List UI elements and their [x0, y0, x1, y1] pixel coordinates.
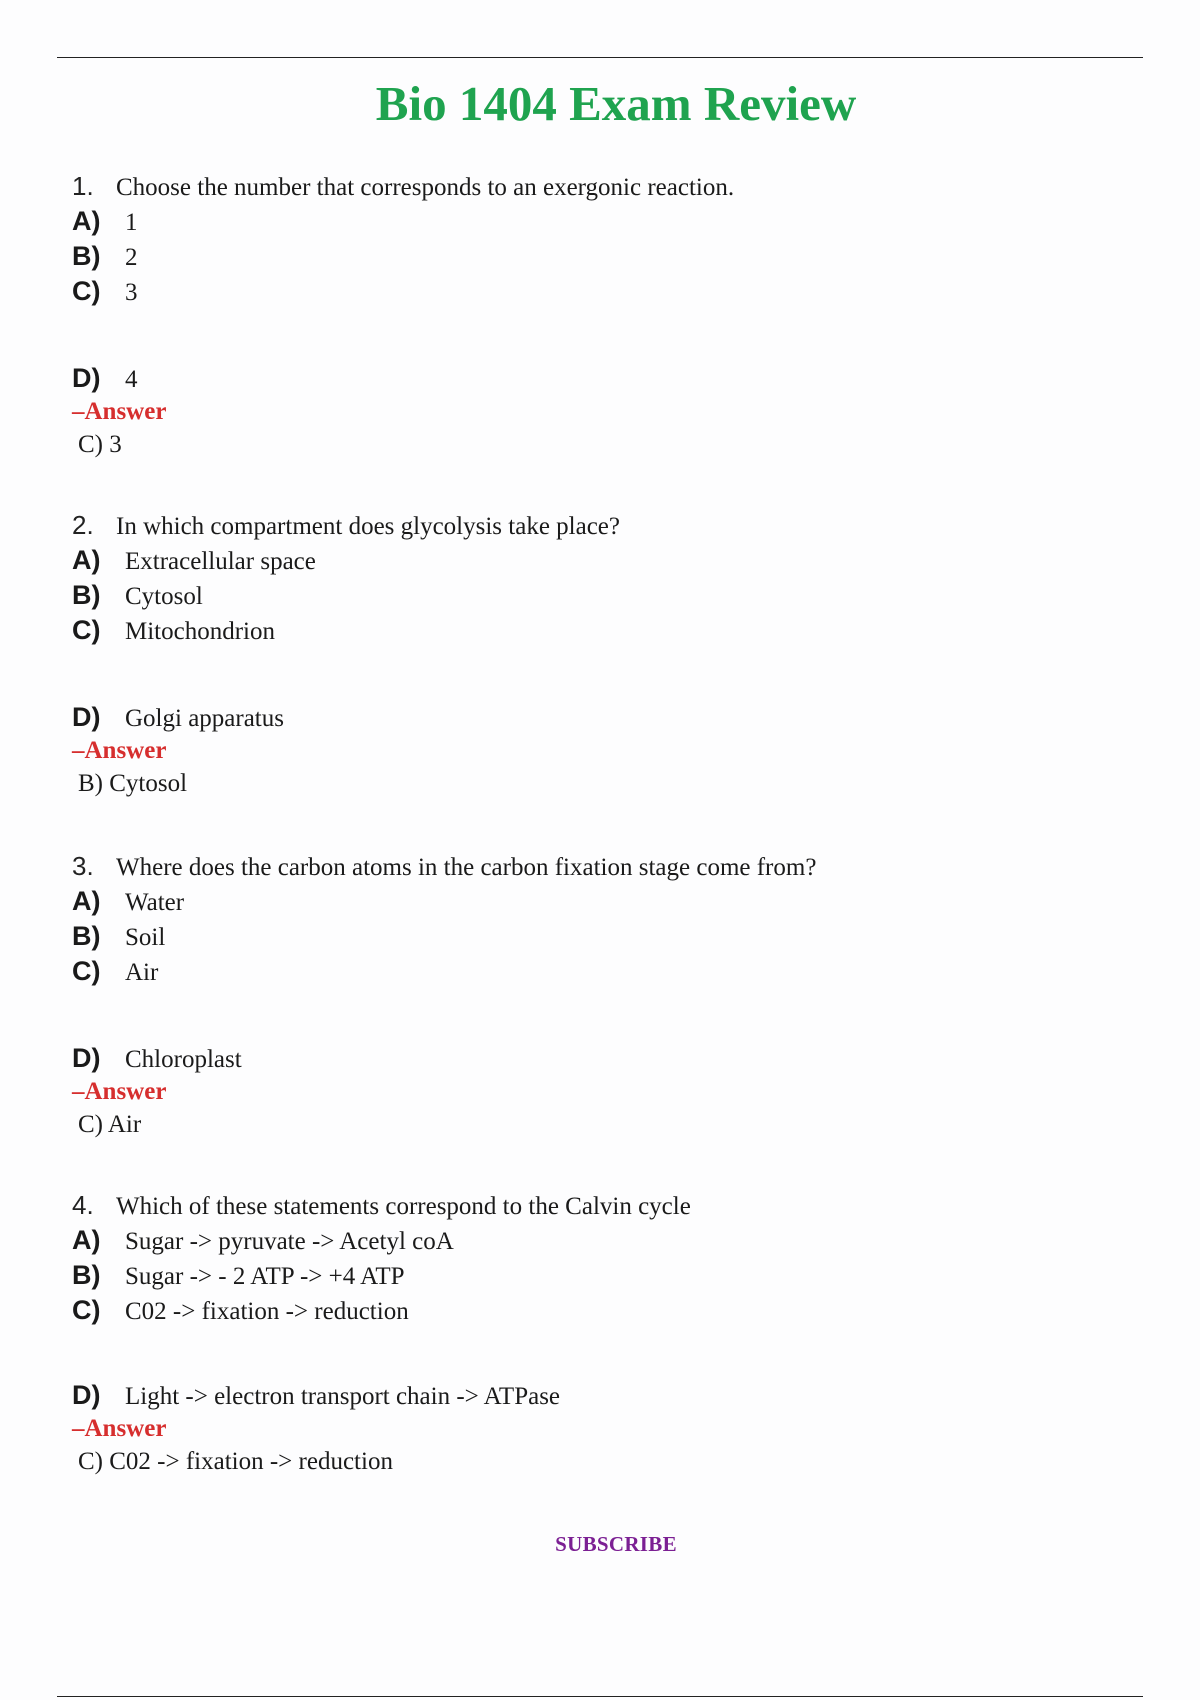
question-line	[72, 1188, 1132, 1223]
page-title: Bio 1404 Exam Review	[375, 76, 857, 131]
option-letter: D)	[72, 1380, 101, 1410]
option-d	[72, 1378, 1132, 1413]
question-text: Which of these statements correspond to the Calvin cycle	[116, 1193, 691, 1220]
option-letter: A)	[72, 886, 101, 916]
option-letter: C)	[72, 615, 101, 645]
answer-value: B) Cytosol	[78, 770, 188, 797]
option-a	[72, 204, 1132, 239]
option-text: Light -> electron transport chain -> ATPase	[125, 1383, 561, 1410]
answer-value: C) 3	[78, 431, 122, 458]
option-letter: B)	[72, 1260, 101, 1290]
option-letter: C)	[72, 956, 101, 986]
subscribe-link[interactable]: SUBSCRIBE	[555, 1532, 677, 1556]
option-text: Air	[125, 959, 159, 986]
option-text: Cytosol	[125, 583, 203, 610]
answer-label: –Answer	[72, 737, 167, 764]
answer-label: –Answer	[72, 1415, 167, 1442]
answer-label: –Answer	[72, 398, 167, 425]
question-1	[72, 169, 1132, 462]
answer-value: C) C02 -> fixation -> reduction	[78, 1448, 393, 1475]
option-b	[72, 919, 1132, 954]
option-text: C02 -> fixation -> reduction	[125, 1298, 409, 1325]
option-d	[72, 700, 1132, 735]
question-4	[72, 1188, 1132, 1479]
bottom-rule	[57, 1696, 1143, 1697]
question-3	[72, 849, 1132, 1142]
question-number: 4.	[72, 1190, 94, 1220]
option-text: Soil	[125, 924, 166, 951]
option-letter: B)	[72, 580, 101, 610]
answer-label: –Answer	[72, 1078, 167, 1105]
option-text: Chloroplast	[125, 1046, 242, 1073]
option-letter: B)	[72, 921, 101, 951]
option-text: Extracellular space	[125, 548, 316, 575]
option-text: 2	[125, 244, 138, 271]
option-d	[72, 1041, 1132, 1076]
option-text: 3	[125, 279, 138, 306]
option-text: Golgi apparatus	[125, 705, 284, 732]
option-letter: A)	[72, 206, 101, 236]
option-c	[72, 274, 1132, 309]
option-letter: A)	[72, 1225, 101, 1255]
option-b	[72, 578, 1132, 613]
top-rule	[57, 57, 1143, 58]
option-c	[72, 954, 1132, 989]
question-line	[72, 508, 1132, 543]
option-c	[72, 613, 1132, 648]
answer-value: C) Air	[78, 1111, 142, 1138]
question-line	[72, 169, 1132, 204]
option-a	[72, 1223, 1132, 1258]
question-text: In which compartment does glycolysis take place?	[116, 513, 621, 540]
option-letter: D)	[72, 702, 101, 732]
option-b	[72, 1258, 1132, 1293]
option-text: 4	[125, 366, 138, 393]
option-letter: C)	[72, 1295, 101, 1325]
option-c	[72, 1293, 1132, 1328]
option-text: Sugar -> pyruvate -> Acetyl coA	[125, 1228, 454, 1255]
question-2	[72, 508, 1132, 801]
question-number: 3.	[72, 851, 94, 881]
question-line	[72, 849, 1132, 884]
option-text: 1	[125, 209, 138, 236]
question-text: Where does the carbon atoms in the carbon fixation stage come from?	[116, 854, 817, 881]
option-letter: D)	[72, 1043, 101, 1073]
option-letter: C)	[72, 276, 101, 306]
option-a	[72, 543, 1132, 578]
option-d	[72, 361, 1132, 396]
option-a	[72, 884, 1132, 919]
question-number: 1.	[72, 171, 94, 201]
option-b	[72, 239, 1132, 274]
option-text: Water	[125, 889, 185, 916]
option-text: Sugar -> - 2 ATP -> +4 ATP	[125, 1263, 405, 1290]
question-text: Choose the number that corresponds to an exergonic reaction.	[116, 174, 735, 201]
option-letter: A)	[72, 545, 101, 575]
option-text: Mitochondrion	[125, 618, 275, 645]
option-letter: D)	[72, 363, 101, 393]
question-number: 2.	[72, 510, 94, 540]
option-letter: B)	[72, 241, 101, 271]
